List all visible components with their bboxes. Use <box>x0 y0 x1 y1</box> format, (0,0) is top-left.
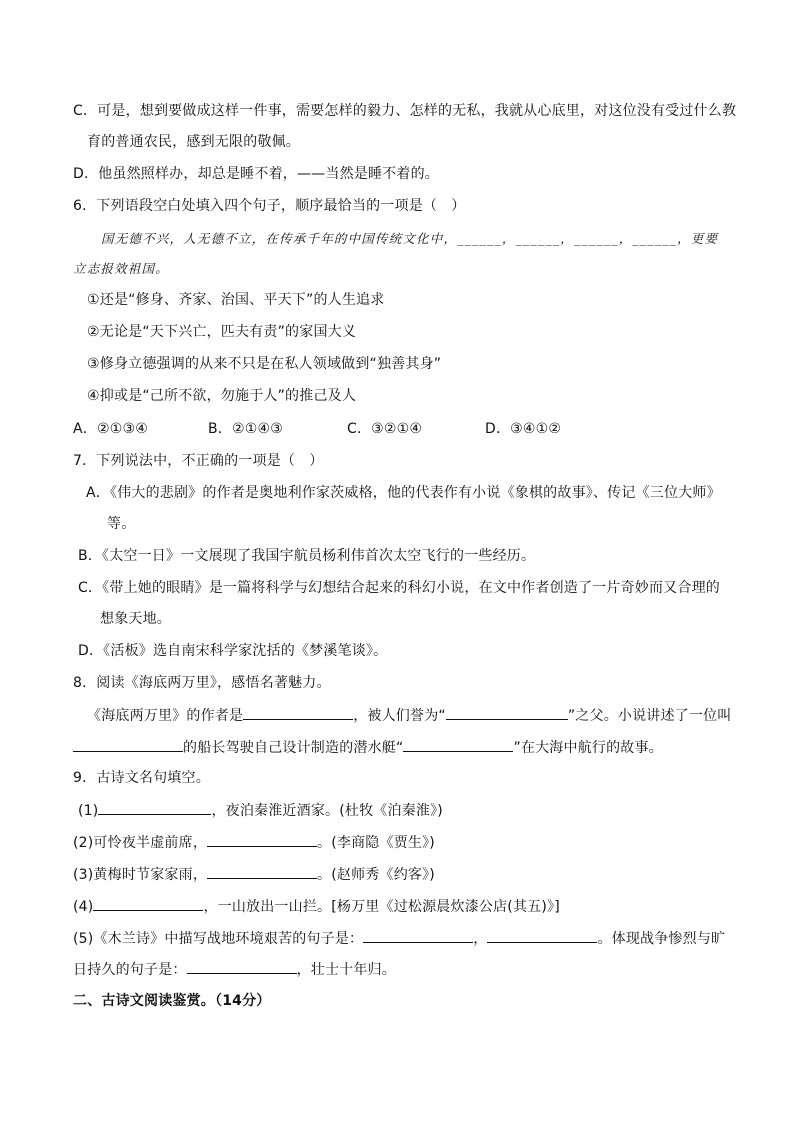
q8-line1-text-a: 《海底两万里》的作者是 <box>87 708 244 724</box>
q6-item-3: ③修身立德强调的从来不只是在私人领域做到“独善其身” <box>87 356 442 372</box>
q9-item-2-text-a: (2)可怜夜半虚前席， <box>73 835 208 851</box>
q9-item-2-text-b: 。(李商隐《贾生》) <box>317 835 435 851</box>
q9-item-3-blank[interactable] <box>207 864 317 879</box>
q6-stem: 6．下列语段空白处填入四个句子，顺序最恰当的一项是（ ） <box>73 198 466 214</box>
q9-stem: 9．古诗文名句填空。 <box>73 770 210 786</box>
q9-item-5-blank-1[interactable] <box>363 928 473 943</box>
q7-option-c-line1: C．《带上她的眼睛》是一篇将科学与幻想结合起来的科幻小说，在文中作者创造了一片奇妙而又合理的 <box>78 580 720 596</box>
q9-item-4-text: ，一山放出一山拦。[杨万里《过松源晨炊漆公店(其五)》] <box>203 899 560 915</box>
q9-item-5-text-d: 日持久的句子是： <box>73 962 187 978</box>
q9-item-1-blank[interactable] <box>98 800 211 815</box>
q5-option-c-line1: C．可是，想到要做成这样一件事，需要怎样的毅力、怎样的无私，我就从心底里，对这位没有受过什么教 <box>73 103 737 119</box>
q5-option-d: D．他虽然照样办，却总是睡不着，——当然是睡不着的。 <box>73 166 439 182</box>
q9-item-4-blank[interactable] <box>93 896 203 911</box>
q9-item-4 <box>73 896 560 916</box>
q9-item-3-text-b: 。(赵师秀《约客》) <box>317 867 435 883</box>
q7-option-a-line1: A．《伟大的悲剧》的作者是奥地利作家茨威格，他的代表作有小说《象棋的故事》、传记《三位大师》 <box>86 485 721 501</box>
q9-item-5-text-b: ， <box>473 931 488 947</box>
q9-item-2 <box>73 832 435 852</box>
q6-item-4: ④抑或是“己所不欲，勿施于人”的推己及人 <box>87 388 357 404</box>
q8-title-blank[interactable] <box>446 705 568 720</box>
q9-item-5-text-a: (5)《木兰诗》中描写战地环境艰苦的句子是： <box>73 931 364 947</box>
q9-item-1 <box>78 800 443 820</box>
q9-item-3 <box>73 864 435 884</box>
q8-submarine-blank[interactable] <box>403 737 513 752</box>
q6-option-d: D．③④①② <box>485 421 562 437</box>
q6-option-a: A．②①③④ <box>73 421 148 437</box>
q9-item-5-line1 <box>73 928 725 948</box>
q8-line1-text-b: ，被人们誉为“ <box>353 708 446 724</box>
q9-item-5-text-e: ，壮士十年归。 <box>296 962 397 978</box>
q8-line2-text-a: 的船长驾驶自己设计制造的潜水艇“ <box>183 740 404 756</box>
q7-option-a-line2: 等。 <box>107 516 136 532</box>
q7-option-d: D．《活板》选自南宋科学家沈括的《梦溪笔谈》。 <box>78 643 388 659</box>
q7-stem: 7．下列说法中，不正确的一项是（ ） <box>73 453 324 469</box>
q9-item-5-line2 <box>73 959 396 979</box>
q7-option-c-line2: 想象天地。 <box>100 611 171 627</box>
q8-captain-blank[interactable] <box>73 737 183 752</box>
q6-item-2: ②无论是“天下兴亡，匹夫有责”的家国大义 <box>87 324 357 340</box>
q9-item-1-text: ，夜泊秦淮近酒家。(杜牧《泊秦淮》) <box>211 803 443 819</box>
q8-author-blank[interactable] <box>243 705 353 720</box>
q6-item-1: ①还是“修身、齐家、治国、平天下”的人生追求 <box>87 292 385 308</box>
q8-line1-text-c: ”之父。小说讲述了一位叫 <box>567 708 732 724</box>
q9-item-5-blank-2[interactable] <box>487 928 597 943</box>
q7-option-b: B．《太空一日》一文展现了我国宇航员杨利伟首次太空飞行的一些经历。 <box>78 548 536 564</box>
q9-item-4-num: (4) <box>73 899 94 915</box>
q8-stem: 8．阅读《海底两万里》，感悟名著魅力。 <box>73 675 331 691</box>
q5-option-c-line2: 育的普通农民，感到无限的敬佩。 <box>87 134 300 150</box>
q9-item-3-text-a: (3)黄梅时节家家雨， <box>73 867 208 883</box>
q9-item-1-num: (1) <box>78 803 99 819</box>
q9-item-5-text-c: 。体现战争惨烈与旷 <box>597 931 726 947</box>
q8-line2-text-b: ”在大海中航行的故事。 <box>513 740 663 756</box>
q6-option-b: B．②①④③ <box>208 421 284 437</box>
q9-item-5-blank-3[interactable] <box>187 959 297 974</box>
section-2-title: 二、古诗文阅读鉴赏。（14分） <box>73 993 271 1009</box>
q8-line2 <box>73 737 663 757</box>
q8-line1 <box>87 705 732 725</box>
q9-item-2-blank[interactable] <box>207 832 317 847</box>
q6-passage-line2: 立志报效祖国。 <box>73 261 169 276</box>
q6-passage-line1: 国无德不兴，人无德不立，在传承千年的中国传统文化中，______，______，______，______，更要 <box>101 231 719 246</box>
q6-option-c: C．③②①④ <box>347 421 423 437</box>
